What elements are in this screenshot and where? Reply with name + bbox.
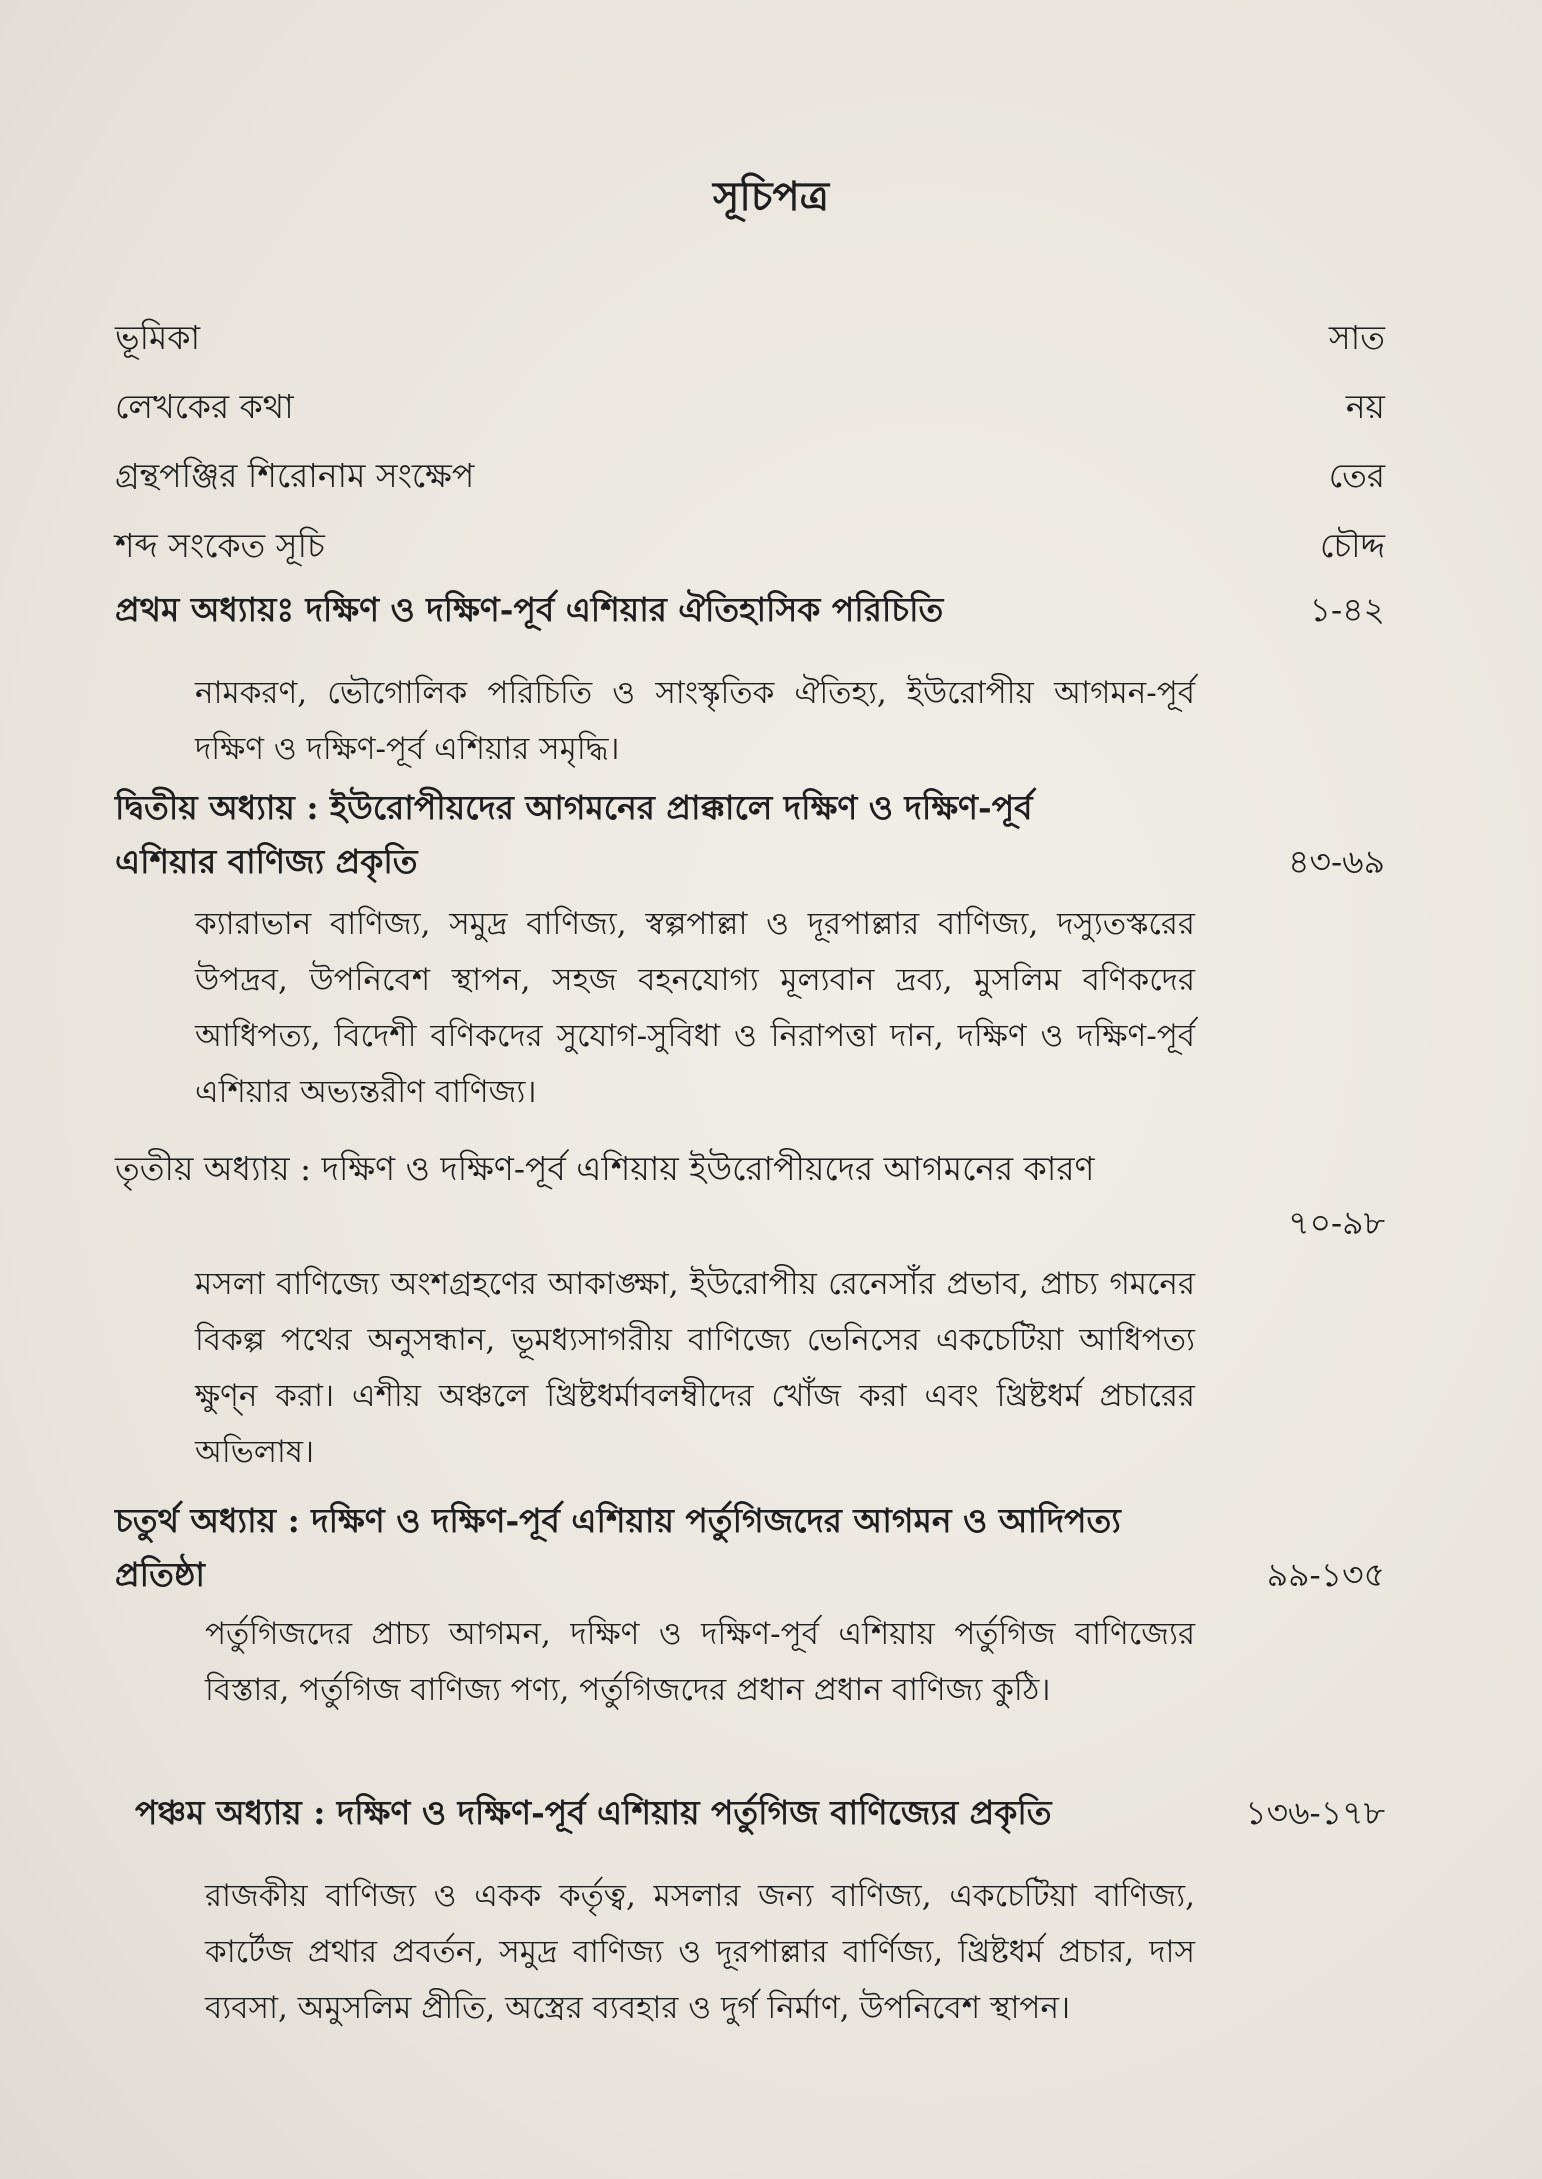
chapter-1-summary: নামকরণ, ভৌগোলিক পরিচিতি ও সাংস্কৃতিক ঐতিহ্য, ইউরোপীয় আগমন-পূর্ব দক্ষিণ ও দক্ষিণ-পূর্ব এশিয়ার সমৃদ্ধি। bbox=[195, 675, 1195, 767]
toc-page-number: চৌদ্দ bbox=[1319, 526, 1385, 565]
chapter-5-heading bbox=[135, 1786, 1385, 1840]
toc-page-number: তের bbox=[1328, 456, 1385, 495]
chapter-2-summary: ক্যারাভান বাণিজ্য, সমুদ্র বাণিজ্য, স্বল্পপাল্লা ও দূরপাল্লার বাণিজ্য, দস্যুতস্করের উপদ্রব, উপনিবেশ স্থাপন, সহজ বহনযোগ্য মূল্যবান দ্রব্য, মুসলিম বণিকদের আধিপত্য, বিদেশী বণিকদের সুযোগ-সুবিধা ও নিরাপত্তা দান, দক্ষিণ ও দক্ষিণ-পূর্ব এশিয়ার অভ্যন্তরীণ বাণিজ্য। bbox=[195, 906, 1195, 1110]
chapter-page-range: ৪৩-৬৯ bbox=[1288, 842, 1385, 881]
chapter-5-summary: রাজকীয় বাণিজ্য ও একক কর্তৃত্ব, মসলার জন্য বাণিজ্য, একচেটিয়া বাণিজ্য, কার্টেজ প্রথার প্রবর্তন, সমুদ্র বাণিজ্য ও দূরপাল্লার বার্ণিজ্য, খ্রিষ্টধর্ম প্রচার, দাস ব্যবসা, অমুসলিম প্রীতি, অস্ত্রের ব্যবহার ও দুর্গ নির্মাণ, উপনিবেশ স্থাপন। bbox=[205, 1878, 1195, 2026]
page-title: সূচিপত্র bbox=[713, 173, 829, 220]
chapter-3-summary: মসলা বাণিজ্যে অংশগ্রহণের আকাঙ্ক্ষা, ইউরোপীয় রেনেসাঁর প্রভাব, প্রাচ্য গমনের বিকল্প পথের অনুসন্ধান, ভূমধ্যসাগরীয় বাণিজ্যে ভেনিসের একচেটিয়া আধিপত্য ক্ষুণ্ন করা। এশীয় অঞ্চলে খ্রিষ্টধর্মাবলম্বীদের খোঁজ করা এবং খ্রিষ্টধর্ম প্রচারের অভিলাষ। bbox=[195, 1266, 1195, 1470]
toc-entry-glossary bbox=[115, 521, 1385, 571]
chapter-title: তৃতীয় অধ্যায় : দক্ষিণ ও দক্ষিণ-পূর্ব এশিয়ায় ইউরোপীয়দের আগমনের কারণ bbox=[115, 1149, 1095, 1188]
toc-entry-label: শব্দ সংকেত সূচি bbox=[115, 526, 325, 565]
toc-entry-authors-note bbox=[115, 382, 1385, 432]
toc-entry-label: গ্রন্থপঞ্জির শিরোনাম সংক্ষেপ bbox=[115, 456, 475, 495]
chapter-page-range: ১৩৬-১৭৮ bbox=[1245, 1793, 1385, 1832]
toc-page-number: নয় bbox=[1345, 387, 1385, 426]
chapter-2-heading bbox=[115, 781, 1385, 889]
chapter-page-range: ১-৪২ bbox=[1309, 590, 1385, 629]
toc-page-number: সাত bbox=[1328, 318, 1385, 357]
chapter-4-heading bbox=[115, 1494, 1385, 1602]
chapter-page-range: ৭০-৯৮ bbox=[1288, 1203, 1385, 1242]
chapter-page-range: ৯৯-১৩৫ bbox=[1266, 1555, 1385, 1594]
chapter-4-summary: পর্তুগিজদের প্রাচ্য আগমন, দক্ষিণ ও দক্ষিণ-পূর্ব এশিয়ায় পর্তুগিজ বাণিজ্যের বিস্তার, পর্তুগিজ বাণিজ্য পণ্য, পর্তুগিজদের প্রধান প্রধান বাণিজ্য কুঠি। bbox=[205, 1616, 1195, 1708]
chapter-1-heading bbox=[115, 583, 1385, 637]
chapter-title: চতুর্থ অধ্যায় : দক্ষিণ ও দক্ষিণ-পূর্ব এশিয়ায় পর্তুগিজদের আগমন ও আদিপত্য প্রতিষ্ঠা bbox=[115, 1501, 1121, 1594]
chapter-3-heading bbox=[115, 1142, 1385, 1242]
chapter-title: প্রথম অধ্যায়ঃ দক্ষিণ ও দক্ষিণ-পূর্ব এশিয়ার ঐতিহাসিক পরিচিতি bbox=[115, 590, 944, 629]
chapter-title: পঞ্চম অধ্যায় : দক্ষিণ ও দক্ষিণ-পূর্ব এশিয়ায় পর্তুগিজ বাণিজ্যের প্রকৃতি bbox=[135, 1793, 1052, 1832]
toc-entry-bibliography-abbreviations bbox=[115, 451, 1385, 501]
toc-entry-preface bbox=[115, 313, 1385, 363]
toc-entry-label: লেখকের কথা bbox=[115, 387, 294, 426]
chapter-title: দ্বিতীয় অধ্যায় : ইউরোপীয়দের আগমনের প্রাক্কালে দক্ষিণ ও দক্ষিণ-পূর্ব এশিয়ার বাণিজ্য প্রকৃতি bbox=[115, 788, 1033, 881]
toc-entry-label: ভূমিকা bbox=[115, 318, 201, 357]
